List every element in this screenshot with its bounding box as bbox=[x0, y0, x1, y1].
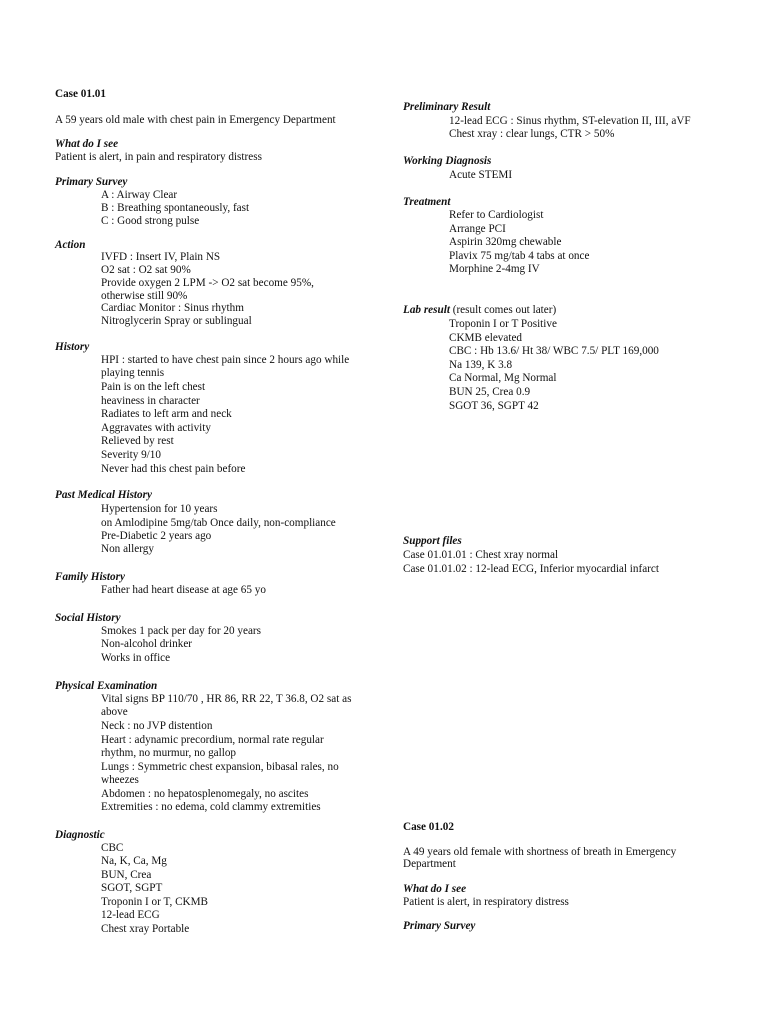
lab-result-title: Lab result bbox=[403, 304, 450, 316]
what-do-i-see-heading: What do I see bbox=[55, 138, 119, 150]
working-diagnosis-heading: Working Diagnosis bbox=[403, 155, 492, 167]
case-2-primary-survey-heading: Primary Survey bbox=[403, 920, 476, 932]
action-heading: Action bbox=[55, 239, 86, 251]
support-file-ecg: Case 01.01.02 : 12-lead ECG, Inferior myocardial infarct bbox=[403, 563, 659, 575]
lab-result-heading bbox=[403, 304, 556, 317]
case-description: A 59 years old male with chest pain in Emergency Department bbox=[55, 114, 336, 126]
primary-survey-heading: Primary Survey bbox=[55, 176, 128, 188]
treatment-heading: Treatment bbox=[403, 196, 451, 208]
case-2-what-do-i-see-text: Patient is alert, in respiratory distress bbox=[403, 896, 569, 908]
social-history-heading: Social History bbox=[55, 612, 121, 624]
case-2-description-line-1: A 49 years old female with shortness of breath in Emergency bbox=[403, 846, 677, 858]
diagnostic-heading: Diagnostic bbox=[55, 829, 105, 841]
history-heading: History bbox=[55, 341, 90, 353]
case-2-title: Case 01.02 bbox=[403, 821, 454, 833]
case-2-what-do-i-see-heading: What do I see bbox=[403, 883, 467, 895]
case-title: Case 01.01 bbox=[55, 88, 106, 100]
lab-result-note: (result comes out later) bbox=[452, 304, 557, 316]
case-2-description-line-2: Department bbox=[403, 858, 456, 870]
physical-examination-heading: Physical Examination bbox=[55, 680, 158, 692]
preliminary-result-heading: Preliminary Result bbox=[403, 101, 491, 113]
past-medical-history-heading: Past Medical History bbox=[55, 489, 152, 501]
what-do-i-see-text: Patient is alert, in pain and respiratory distress bbox=[55, 151, 262, 163]
family-history-heading: Family History bbox=[55, 571, 125, 583]
support-file-chest-xray: Case 01.01.01 : Chest xray normal bbox=[403, 549, 559, 561]
support-files-heading: Support files bbox=[403, 535, 462, 547]
